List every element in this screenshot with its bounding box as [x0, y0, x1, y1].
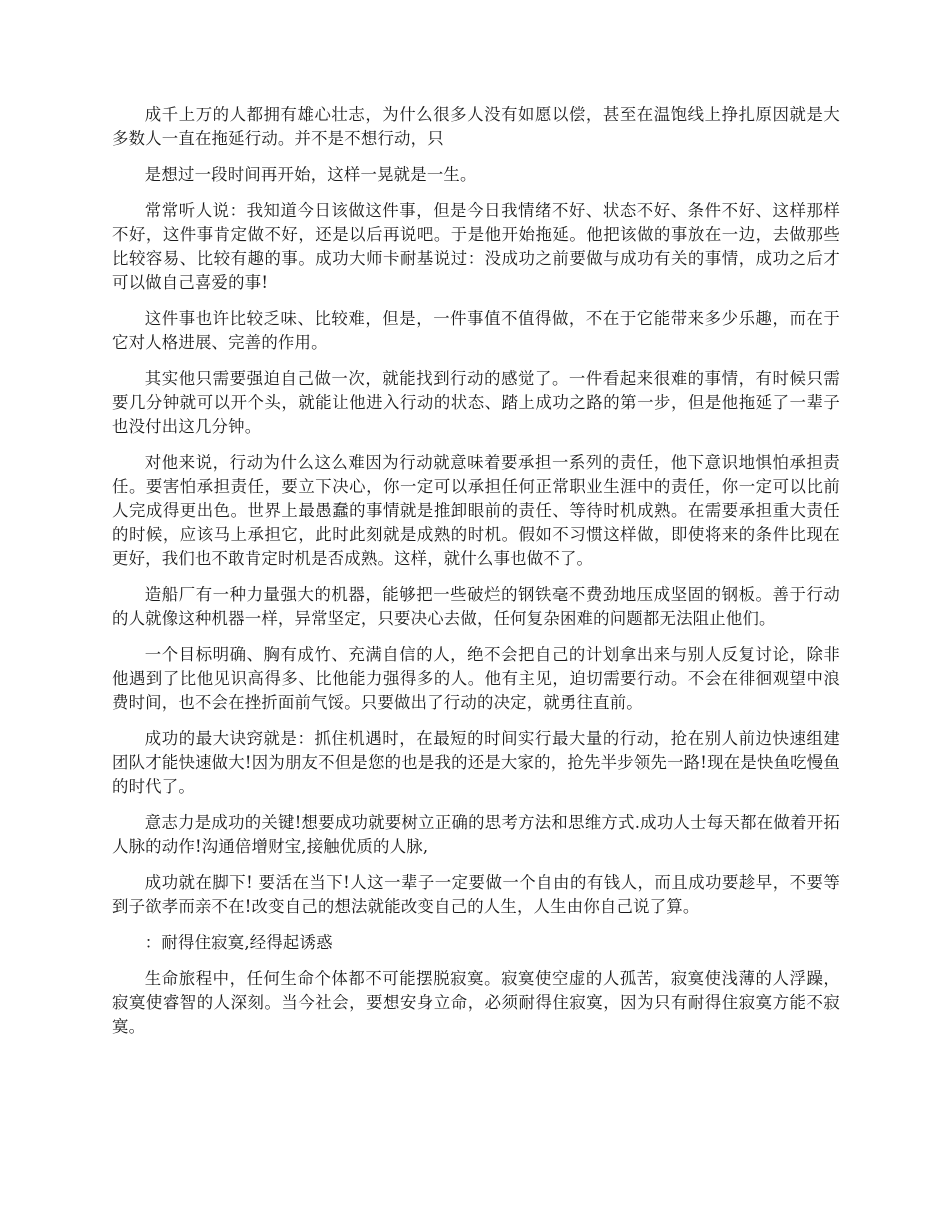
paragraph-6: 对他来说，行动为什么这么难因为行动就意味着要承担一系列的责任，他下意识地惧怕承担责任。要害怕承担责任，要立下决心，你一定可以承担任何正常职业生涯中的责任，你一定可以比前人完成得更出色。世界上最愚蠢的事情就是推卸眼前的责任、等待时机成熟。在需要承担重大责任的时候，应该马上承担它，此时此刻就是成熟的时机。假如不习惯这样做，即使将来的条件比现在更好，我们也不敢肯定时机是否成熟。这样，就什么事也做不了。	[112, 453, 840, 568]
paragraph-9: 成功的最大诀窍就是：抓住机遇时，在最短的时间实行最大量的行动，抢在别人前边快速组建团队才能快速做大!因为朋友不但是您的也是我的还是大家的，抢先半步领先一路!现在是快鱼吃慢鱼的时代了。	[112, 729, 840, 796]
paragraph-4: 这件事也许比较乏味、比较难，但是，一件事值不值得做，不在于它能带来多少乐趣，而在于它对人格进展、完善的作用。	[112, 309, 840, 352]
document-body	[112, 103, 840, 1051]
paragraph-8: 一个目标明确、胸有成竹、充满自信的人，绝不会把自己的计划拿出来与别人反复讨论，除非他遇到了比他见识高得多、比他能力强得多的人。他有主见，迫切需要行动。不会在徘徊观望中浪费时间，也不会在挫折面前气馁。只要做出了行动的决定，就勇往直前。	[112, 645, 840, 712]
paragraph-2: 是想过一段时间再开始，这样一晃就是一生。	[144, 165, 477, 184]
paragraph-3: 常常听人说：我知道今日该做这件事，但是今日我情绪不好、状态不好、条件不好、这样那样不好，这件事肯定做不好，还是以后再说吧。于是他开始拖延。他把该做的事放在一边，去做那些比较容易、比较有趣的事。成功大师卡耐基说过：没成功之前要做与成功有关的事情，成功之后才可以做自己喜爱的事!	[112, 201, 840, 292]
paragraph-10: 意志力是成功的关键!想要成功就要树立正确的思考方法和思维方式.成功人士每天都在做着开拓人脉的动作!沟通倍增财宝,接触优质的人脉,	[112, 813, 840, 856]
section-heading: ：耐得住寂寞,经得起诱惑	[144, 933, 333, 952]
paragraph-11: 成功就在脚下! 要活在当下!人这一辈子一定要做一个自由的有钱人，而且成功要趁早，不要等到子欲孝而亲不在!改变自己的想法就能改变自己的人生，人生由你自己说了算。	[112, 873, 840, 916]
paragraph-5: 其实他只需要强迫自己做一次，就能找到行动的感觉了。一件看起来很难的事情，有时候只需要几分钟就可以开个头，就能让他进入行动的状态、踏上成功之路的第一步，但是他拖延了一辈子也没付出这几分钟。	[112, 369, 840, 436]
paragraph-13: 生命旅程中，任何生命个体都不可能摆脱寂寞。寂寞使空虚的人孤苦，寂寞使浅薄的人浮躁，寂寞使睿智的人深刻。当今社会，要想安身立命，必须耐得住寂寞，因为只有耐得住寂寞方能不寂寞。	[112, 969, 840, 1036]
paragraph-7: 造船厂有一种力量强大的机器，能够把一些破烂的钢铁毫不费劲地压成坚固的钢板。善于行动的人就像这种机器一样，异常坚定，只要决心去做，任何复杂困难的问题都无法阻止他们。	[112, 585, 840, 628]
paragraph-1: 成千上万的人都拥有雄心壮志，为什么很多人没有如愿以偿，甚至在温饱线上挣扎原因就是大多数人一直在拖延行动。并不是不想行动，只	[112, 105, 840, 148]
